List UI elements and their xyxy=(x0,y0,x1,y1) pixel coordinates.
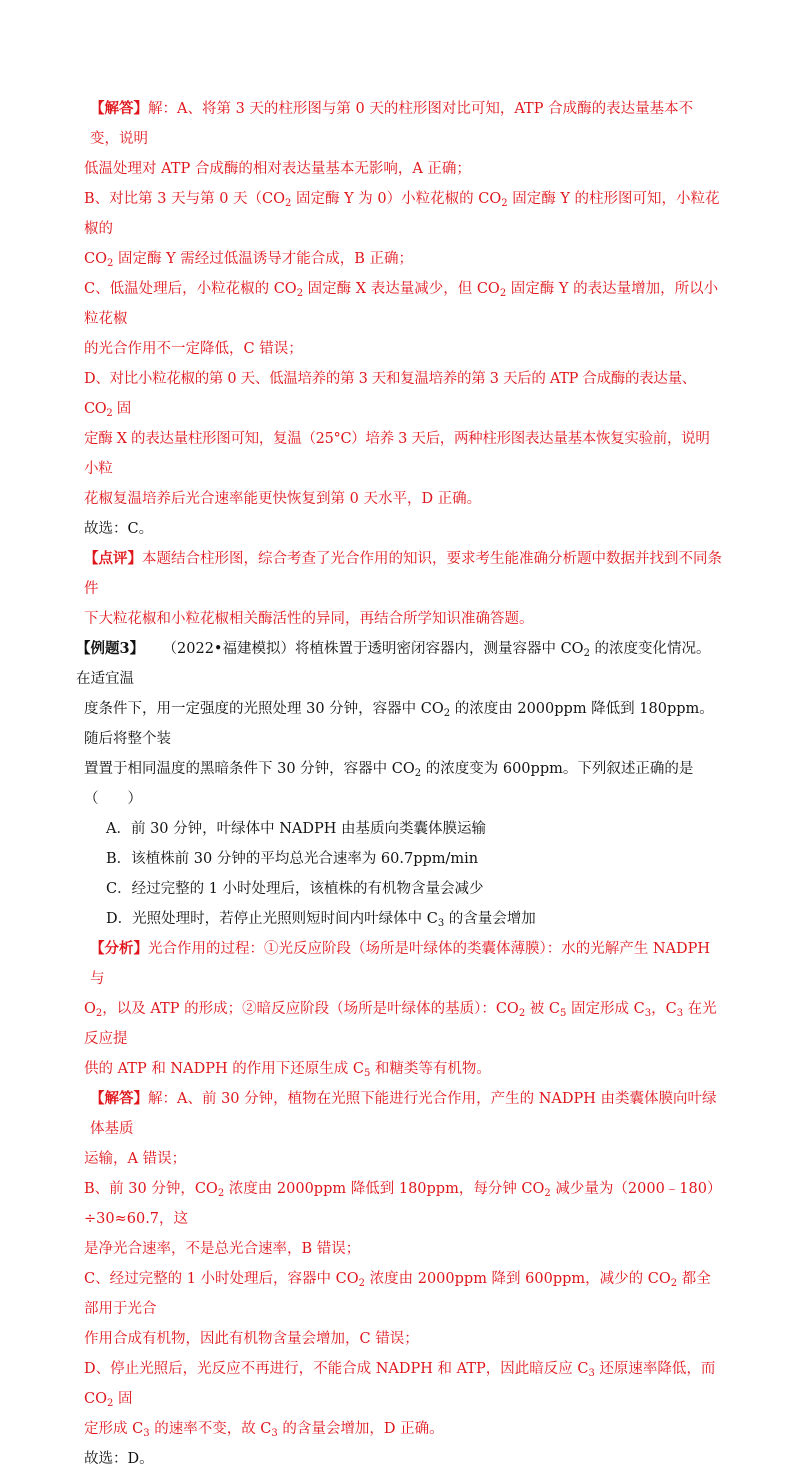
comment-line: 下大粒花椒和小粒花椒相关酶活性的异同，再结合所学知识准确答题。 xyxy=(84,611,534,627)
answer-tag: 【解答】 xyxy=(90,100,148,117)
answer-line: 低温处理对 ATP 合成酶的相对表达量基本无影响，A 正确； xyxy=(84,161,471,177)
answer-block-1 xyxy=(84,94,722,544)
analysis-line: $O_2$，以及 ATP 的形成；②暗反应阶段（场所是叶绿体的基质）：$CO_2$ 被 $C_5$ 固定形成 $C_3$，$C_3$ 在光反应提 xyxy=(84,1001,717,1047)
question-line: 置置于相同温度的黑暗条件下 30 分钟，容器中 $CO_2$ 的浓度变为 600ppm。下列叙述正确的是（ ） xyxy=(84,761,694,807)
analysis-line: 供的 ATP 和 NADPH 的作用下还原生成 $C_5$ 和糖类等有机物。 xyxy=(84,1061,491,1079)
answer-line: 运输，A 错误； xyxy=(84,1151,187,1167)
answer-line: D、停止光照后，光反应不再进行，不能合成 NADPH 和 ATP，因此暗反应 $C_3$ 还原速率降低，而 $CO_2$ 固 xyxy=(84,1361,716,1409)
comment-tag: 【点评】 xyxy=(84,550,142,567)
analysis-line: 【分析】光合作用的过程：①光反应阶段（场所是叶绿体的类囊体薄膜）：水的光解产生 NADPH 与 xyxy=(90,940,711,987)
option-a: A．前 30 分钟，叶绿体中 NADPH 由基质向类囊体膜运输 xyxy=(106,821,487,837)
answer-line: 是净光合速率，不是总光合速率，B 错误； xyxy=(84,1241,361,1257)
answer-line: 定形成 $C_3$ 的速率不变，故 $C_3$ 的含量会增加，D 正确。 xyxy=(84,1421,444,1439)
question-line: 【例题3】 （2022•福建模拟）将植株置于透明密闭容器内，测量容器中 $CO_2$ 的浓度变化情况。在适宜温 xyxy=(76,640,711,687)
answer-line: C、低温处理后，小粒花椒的 $CO_2$ 固定酶 X 表达量减少，但 $CO_2$ 固定酶 Y 的表达量增加，所以小粒花椒 xyxy=(84,281,719,327)
option-d: D．光照处理时，若停止光照则短时间内叶绿体中 $C_3$ 的含量会增加 xyxy=(106,911,536,929)
comment-block xyxy=(84,544,722,634)
answer-line: 花椒复温培养后光合速率能更快恢复到第 0 天水平，D 正确。 xyxy=(84,491,482,507)
answer-choice: 故选：C。 xyxy=(84,521,154,537)
answer-line: 作用合成有机物，因此有机物含量会增加，C 错误； xyxy=(84,1331,419,1347)
answer-line: $CO_2$ 固定酶 Y 需经过低温诱导才能合成，B 正确； xyxy=(84,251,414,269)
answer-line: B、前 30 分钟，$CO_2$ 浓度由 2000ppm 降低到 180ppm，每分钟 $CO_2$ 减少量为（2000﹣180）÷30≈60.7，这 xyxy=(84,1181,722,1227)
answer-line: 【解答】解：A、将第 3 天的柱形图与第 0 天的柱形图对比可知，ATP 合成酶的表达量基本不变，说明 xyxy=(90,100,694,147)
answer-block-2 xyxy=(84,1084,722,1474)
answer-line: C、经过完整的 1 小时处理后，容器中 $CO_2$ 浓度由 2000ppm 降到 600ppm，减少的 $CO_2$ 都全部用于光合 xyxy=(84,1271,711,1317)
answer-line: 的光合作用不一定降低，C 错误； xyxy=(84,341,303,357)
example-question xyxy=(76,634,722,934)
option-b: B．该植株前 30 分钟的平均总光合速率为 60.7ppm/min xyxy=(106,851,479,867)
answer-tag: 【解答】 xyxy=(90,1090,148,1107)
comment-line: 【点评】本题结合柱形图，综合考查了光合作用的知识，要求考生能准确分析题中数据并找到不同条件 xyxy=(84,550,722,597)
example-label: 【例题3】 xyxy=(76,640,145,657)
option-c: C．经过完整的 1 小时处理后，该植株的有机物含量会减少 xyxy=(106,881,484,897)
question-line: 度条件下，用一定强度的光照处理 30 分钟，容器中 $CO_2$ 的浓度由 2000ppm 降低到 180ppm。随后将整个装 xyxy=(84,701,714,747)
answer-line: 【解答】解：A、前 30 分钟，植物在光照下能进行光合作用，产生的 NADPH 由类囊体膜向叶绿体基质 xyxy=(90,1090,717,1137)
answer-choice: 故选：D。 xyxy=(84,1451,154,1467)
analysis-block xyxy=(84,934,722,1084)
answer-line: 定酶 X 的表达量柱形图可知，复温（25°C）培养 3 天后，两种柱形图表达量基本恢复实验前，说明小粒 xyxy=(84,431,710,477)
answer-line: B、对比第 3 天与第 0 天（$CO_2$ 固定酶 Y 为 0）小粒花椒的 $CO_2$ 固定酶 Y 的柱形图可知，小粒花椒的 xyxy=(84,191,720,237)
answer-line: D、对比小粒花椒的第 0 天、低温培养的第 3 天和复温培养的第 3 天后的 ATP 合成酶的表达量、$CO_2$ 固 xyxy=(84,371,696,419)
analysis-tag: 【分析】 xyxy=(90,940,148,957)
